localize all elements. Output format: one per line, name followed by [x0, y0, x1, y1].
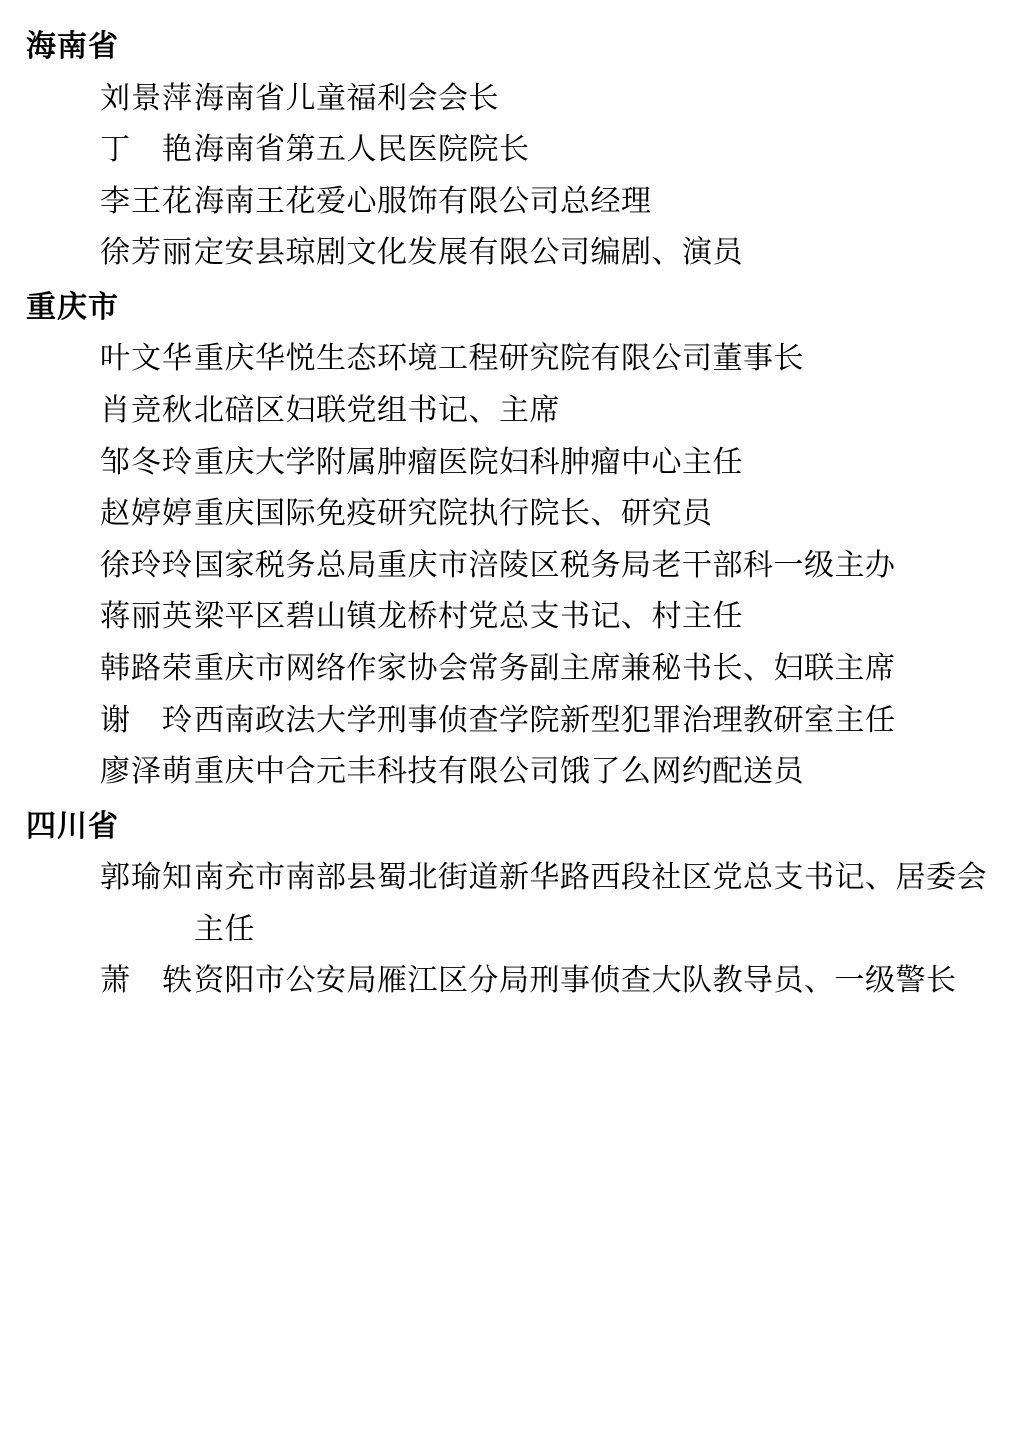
list-item	[26, 955, 995, 1007]
person-name: 廖泽萌	[100, 754, 193, 790]
list-item	[26, 746, 995, 798]
person-name: 李王花	[100, 183, 193, 219]
person-name: 邹冬玲	[100, 444, 193, 480]
person-title: 海南省儿童福利会会长	[194, 80, 499, 116]
person-name: 肖竞秋	[100, 392, 193, 428]
list-item	[26, 695, 995, 747]
list-item	[26, 591, 995, 643]
person-name: 丁 艳	[100, 132, 193, 168]
list-item	[26, 385, 995, 437]
list-item	[26, 333, 995, 385]
list-item	[26, 540, 995, 592]
person-title: 重庆国际免疫研究院执行院长、研究员	[194, 496, 713, 532]
list-item	[26, 437, 995, 489]
person-name: 蒋丽英	[100, 599, 193, 635]
person-name: 刘景萍	[100, 80, 193, 116]
list-item	[26, 852, 995, 955]
list-item	[26, 176, 995, 228]
person-title: 重庆大学附属肿瘤医院妇科肿瘤中心主任	[194, 444, 743, 480]
province-heading: 重庆市	[26, 289, 119, 325]
person-title: 北碚区妇联党组书记、主席	[194, 392, 560, 428]
list-item	[26, 643, 995, 695]
person-title: 梁平区碧山镇龙桥村党总支书记、村主任	[194, 599, 743, 635]
person-name: 叶文华	[100, 341, 193, 377]
person-name: 韩路荣	[100, 650, 193, 686]
person-title: 海南王花爱心服饰有限公司总经理	[194, 183, 652, 219]
person-name: 郭瑜知	[100, 860, 193, 896]
province-heading: 四川省	[26, 808, 119, 844]
person-name: 徐玲玲	[100, 547, 193, 583]
person-title: 重庆中合元丰科技有限公司饿了么网约配送员	[194, 754, 804, 790]
person-name: 萧 轶	[100, 963, 193, 999]
list-item	[26, 488, 995, 540]
person-title: 重庆华悦生态环境工程研究院有限公司董事长	[194, 341, 804, 377]
person-title: 重庆市网络作家协会常务副主席兼秘书长、妇联主席	[194, 650, 896, 686]
person-title: 西南政法大学刑事侦查学院新型犯罪治理教研室主任	[194, 702, 896, 738]
person-name: 谢 玲	[100, 702, 193, 738]
person-title: 海南省第五人民医院院长	[194, 132, 530, 168]
award-list-content	[26, 24, 995, 1007]
person-title: 资阳市公安局雁江区分局刑事侦查大队教导员、一级警长	[194, 963, 957, 999]
list-item	[26, 227, 995, 279]
person-title: 南充市南部县蜀北街道新华路西段社区党总支书记、居委会主任	[194, 860, 987, 947]
person-title: 定安县琼剧文化发展有限公司编剧、演员	[194, 235, 743, 271]
person-name: 赵婷婷	[100, 496, 193, 532]
list-item	[26, 124, 995, 176]
list-item	[26, 73, 995, 125]
province-heading: 海南省	[26, 29, 119, 64]
person-name: 徐芳丽	[100, 235, 193, 271]
person-title: 国家税务总局重庆市涪陵区税务局老干部科一级主办	[194, 547, 896, 583]
